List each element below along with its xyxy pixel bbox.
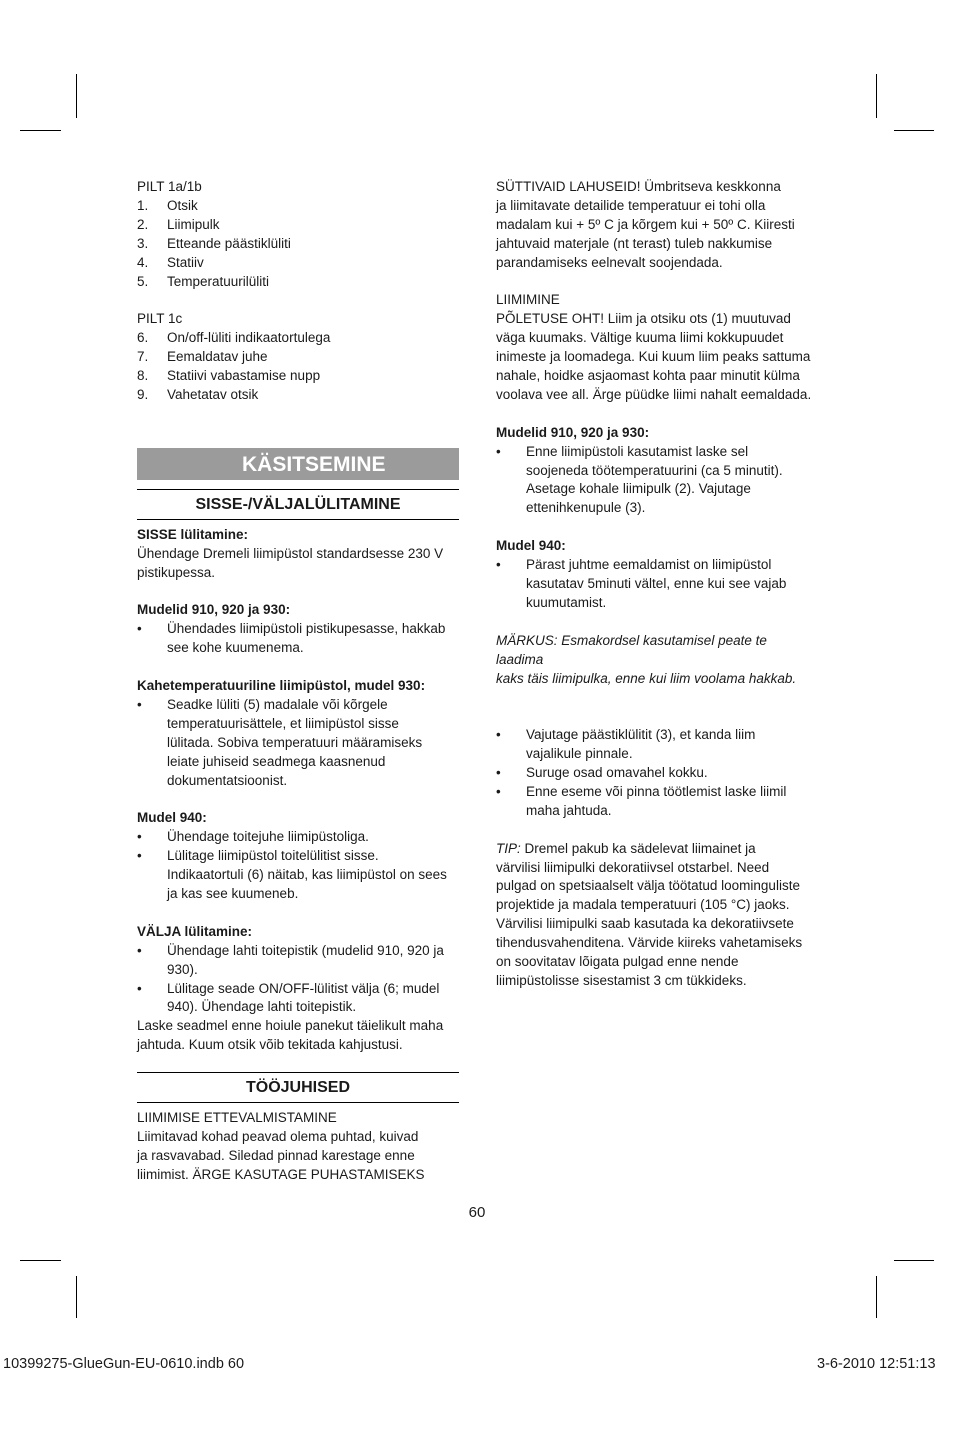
text-line: kaks täis liimipulka, enne kui liim voolama hakkab.	[496, 670, 797, 686]
list-item	[137, 235, 459, 254]
text-line: see kohe kuumenema.	[167, 640, 304, 656]
figure-heading: PILT 1a/1b	[137, 179, 202, 194]
text-line: temperatuurisättele, et liimipüstol sisse	[167, 715, 399, 731]
subheading: Mudel 940:	[496, 538, 566, 554]
subheading: Mudelid 910, 920 ja 930:	[137, 602, 291, 618]
text-line: soojeneda töötemperatuurini (ca 5 minutit).	[526, 462, 783, 478]
list-item	[496, 726, 814, 764]
list-text: Otsik	[167, 197, 198, 213]
text-line: Värvilisi liimipulki saab kasutada ka dekoratiivsete	[496, 916, 794, 932]
list-item	[137, 386, 459, 405]
bullet-mark: •	[496, 443, 501, 459]
text-line: inimeste ja loomadega. Kui kuum liim peaks sattuma	[496, 349, 811, 365]
subheading: Mudel 940:	[137, 810, 207, 826]
list-text: Eemaldatav juhe	[167, 349, 268, 365]
text-line: Laske seadmel enne hoiule panekut täielikult maha	[137, 1018, 444, 1034]
list-item	[137, 696, 459, 791]
list-item	[137, 980, 459, 1018]
text-line: MÄRKUS: Esmakordsel kasutamisel peate te laadima	[496, 632, 767, 667]
crop-mark	[76, 1276, 77, 1318]
list-text: Liimipulk	[167, 216, 220, 232]
list-item	[496, 443, 814, 519]
text-line: PÕLETUSE OHT! Liim ja otsiku ots (1) muutuvad	[496, 311, 791, 327]
text-line: lülitada. Sobiva temperatuuri määramiseks	[167, 734, 423, 750]
text-line: ettenihkenupule (3).	[526, 500, 646, 516]
list-item	[496, 764, 814, 783]
text-line: Vajutage päästiklülitit (3), et kanda liim	[526, 727, 756, 743]
text-line: Lülitage liimipüstol toitelülitist sisse.	[167, 848, 379, 864]
text-line: 940). Ühendage lahti toitepistik.	[167, 999, 357, 1015]
subheading: LIIMIMISE ETTEVALMISTAMINE	[137, 1110, 337, 1126]
list-text: Temperatuurilüliti	[167, 273, 270, 289]
subheading: Mudelid 910, 920 ja 930:	[496, 424, 650, 440]
bullet-list	[137, 696, 459, 791]
text-line: nahale, hoidke asjaomast kohta paar minutit külma	[496, 368, 800, 384]
list-text: Statiiv	[167, 254, 204, 270]
bullet-mark: •	[137, 980, 142, 996]
list-number: 3.	[137, 235, 149, 251]
text-line: väga kuumaks. Vältige kuuma liimi kokkupuudet	[496, 330, 784, 346]
list-item	[137, 329, 459, 348]
text-line: Pärast juhtme eemaldamist on liimipüstol	[526, 557, 772, 573]
list-number: 6.	[137, 330, 149, 346]
text-line: Enne liimipüstoli kasutamist laske sel	[526, 443, 749, 459]
bullet-mark: •	[137, 942, 142, 958]
right-column	[496, 178, 814, 991]
text-line: Liimitavad kohad peavad olema puhtad, kuivad	[137, 1129, 419, 1145]
text-line: Lülitage seade ON/OFF-lülitist välja (6; mudel	[167, 980, 440, 996]
list-item	[137, 828, 459, 847]
paragraph	[137, 1017, 459, 1055]
text-line: dokumentatsioonist.	[167, 772, 288, 788]
bullet-mark: •	[496, 727, 501, 743]
text-line: voolava vee all. Ärge püüdke liimi nahalt eemaldada.	[496, 386, 812, 402]
text-line: on soovitatav lõigata pulgad enne nende	[496, 954, 739, 970]
bullet-list	[137, 620, 459, 658]
text-line: kuumutamist.	[526, 594, 607, 610]
text-line: Ühendades liimipüstoli pistikupesasse, hakkab	[167, 621, 446, 637]
bullet-mark: •	[496, 557, 501, 573]
list-item	[496, 556, 814, 613]
note-paragraph	[496, 632, 814, 689]
text-line: kasutatav 5minuti vältel, enne kui see vajab	[526, 575, 787, 591]
text-line: madalam kui + 5º C ja kõrgem kui + 50º C. Kiiresti	[496, 216, 795, 232]
crop-mark	[20, 130, 61, 131]
list-item	[137, 254, 459, 273]
text-line: Ühendage lahti toitepistik (mudelid 910, 920 ja	[167, 942, 444, 958]
text-line: värvilisi liimipulki dekoratiivsel otstarbel. Need	[496, 859, 770, 875]
bullet-list	[496, 443, 814, 519]
list-item	[137, 197, 459, 216]
crop-mark	[20, 1260, 61, 1261]
text-line: ja kas see kuumeneb.	[167, 886, 299, 902]
page-number: 60	[468, 1204, 486, 1221]
bullet-mark: •	[496, 765, 501, 780]
paragraph	[137, 545, 459, 583]
list-item	[137, 942, 459, 980]
list-number: 8.	[137, 368, 149, 384]
list-number: 9.	[137, 386, 149, 402]
text-line: parandamiseks eelnevalt soojendada.	[496, 254, 723, 270]
bullet-mark: •	[137, 621, 142, 637]
text-line: pulgad on spetsiaalselt välja töötatud loominguliste	[496, 878, 800, 894]
bullet-list	[496, 726, 814, 821]
tip-first-line: Dremel pakub ka sädelevat liimainet ja	[520, 840, 756, 856]
paragraph	[137, 1128, 459, 1185]
paragraph	[496, 178, 814, 273]
text-line: jahtuda. Kuum otsik võib tekitada kahjustusi.	[137, 1037, 403, 1053]
text-line: pistikupessa.	[137, 564, 216, 580]
subheading: SISSE lülitamine:	[137, 526, 249, 542]
text-line: SÜTTIVAID LAHUSEID! Ümbritseva keskkonna	[496, 179, 781, 194]
section-heading: TÖÖJUHISED	[137, 1072, 459, 1103]
tip-paragraph	[496, 840, 814, 859]
list-text: Vahetatav otsik	[167, 386, 259, 402]
bullet-mark: •	[496, 783, 501, 799]
bullet-list	[496, 556, 814, 613]
list-text: On/off-lüliti indikaatortulega	[167, 330, 331, 346]
subheading: Kahetemperatuuriline liimipüstol, mudel 930:	[137, 678, 426, 694]
text-line: Indikaatortuli (6) näitab, kas liimipüstol on sees	[167, 867, 447, 883]
text-line: projektide ja madala temperatuuri (105 °C) jaoks.	[496, 897, 790, 913]
list-item	[137, 847, 459, 904]
bullet-mark: •	[137, 696, 142, 712]
list-item	[137, 367, 459, 386]
text-line: maha jahtuda.	[526, 802, 612, 818]
text-line: vajalikule pinnale.	[526, 746, 633, 762]
list-number: 4.	[137, 254, 149, 270]
text-line: Ühendage toitejuhe liimipüstoliga.	[167, 829, 369, 845]
footer-file: 10399275-GlueGun-EU-0610.indb 60	[3, 1356, 245, 1372]
section-heading: SISSE-/VÄLJALÜLITAMINE	[137, 489, 459, 520]
text-line: tihendusvahenditena. Värvide kiireks vahetamiseks	[496, 935, 803, 951]
list-text: Etteande päästiklüliti	[167, 235, 291, 251]
subheading: VÄLJA lülitamine:	[137, 923, 253, 939]
list-item	[137, 273, 459, 292]
list-number: 1.	[137, 197, 149, 213]
text-line: liimimist. ÄRGE KASUTAGE PUHASTAMISEKS	[137, 1166, 425, 1182]
text-line: leiate juhiseid seadmega kaasnenud	[167, 753, 386, 769]
list-number: 7.	[137, 349, 149, 365]
text-line: jahtuvaid materjale (nt terast) tuleb nakkumise	[496, 235, 773, 251]
subheading: LIIMIMINE	[496, 292, 560, 308]
text-line: liimipüstolisse sisestamist 3 cm tükkideks.	[496, 972, 747, 988]
crop-mark	[876, 1276, 877, 1318]
left-column	[137, 178, 459, 1185]
text-line: 930).	[167, 961, 198, 977]
list-item	[137, 216, 459, 235]
text-line: Asetage kohale liimipulk (2). Vajutage	[526, 481, 751, 497]
list-item	[137, 620, 459, 658]
text-line: ja rasvavabad. Siledad pinnad karestage enne	[137, 1147, 415, 1163]
list-item	[137, 348, 459, 367]
bullet-list	[137, 828, 459, 904]
list-item	[496, 783, 814, 821]
chapter-banner: KÄSITSEMINE	[137, 448, 459, 480]
bullet-mark: •	[137, 829, 142, 845]
list-number: 2.	[137, 216, 149, 232]
footer-date: 3-6-2010 12:51:13	[817, 1356, 936, 1372]
crop-mark	[76, 74, 77, 118]
crop-mark	[876, 74, 877, 118]
text-line: Suruge osad omavahel kokku.	[526, 765, 708, 780]
text-line: Seadke lüliti (5) madalale või kõrgele	[167, 696, 388, 712]
text-line: Ühendage Dremeli liimipüstol standardsesse 230 V	[137, 545, 444, 561]
paragraph	[496, 859, 814, 991]
bullet-list	[137, 942, 459, 1018]
tip-label: TIP:	[496, 840, 521, 856]
text-line: ja liimitavate detailide temperatuur ei tohi olla	[496, 197, 766, 213]
bullet-mark: •	[137, 848, 142, 864]
list-number: 5.	[137, 273, 149, 289]
paragraph	[496, 310, 814, 405]
text-line: Enne eseme või pinna töötlemist laske liimil	[526, 783, 787, 799]
parts-list	[137, 329, 459, 405]
figure-heading: PILT 1c	[137, 311, 183, 327]
crop-mark	[894, 1260, 934, 1261]
parts-list	[137, 197, 459, 292]
crop-mark	[894, 130, 934, 131]
list-text: Statiivi vabastamise nupp	[167, 368, 321, 384]
